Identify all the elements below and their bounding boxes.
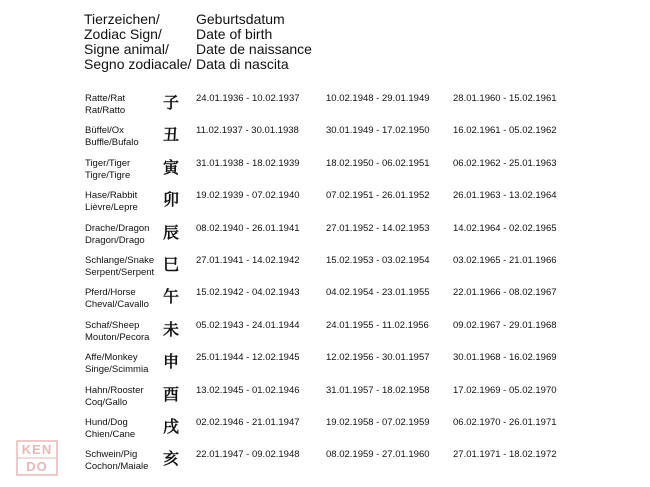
table-row [0, 255, 650, 283]
table-row [0, 125, 650, 153]
sign-name-de-en: Drache/Dragon [85, 222, 150, 234]
header-line: Date de naissance [196, 41, 312, 57]
header-line: Tierzeichen/ [84, 11, 160, 27]
zodiac-glyph: 辰 [162, 222, 179, 242]
sign-name-de-en: Hase/Rabbit [85, 190, 138, 202]
sign-name [85, 93, 125, 117]
date-range-2: 24.01.1955 - 11.02.1956 [326, 319, 429, 331]
date-range-2: 10.02.1948 - 29.01.1949 [326, 93, 430, 104]
sign-name [85, 385, 144, 409]
date-range-2: 30.01.1949 - 17.02.1950 [326, 125, 430, 137]
sign-name [85, 223, 149, 247]
date-range-3: 06.02.1970 - 26.01.1971 [453, 417, 557, 428]
table-row [0, 385, 650, 413]
table-row [0, 190, 650, 218]
table-row [0, 449, 650, 477]
date-range-1: 25.01.1944 - 12.02.1945 [196, 352, 300, 364]
sign-name-fr-it: Chien/Cane [85, 429, 136, 440]
sign-name-fr-it: Lièvre/Lepre [85, 202, 138, 214]
zodiac-glyph: 酉 [162, 384, 179, 404]
sign-name-fr-it: Serpent/Serpent [85, 267, 155, 278]
sign-name-fr-it: Rat/Ratto [85, 105, 126, 116]
date-range-2: 18.02.1950 - 06.02.1951 [326, 157, 430, 169]
table-row [0, 93, 650, 121]
date-range-2: 08.02.1959 - 27.01.1960 [326, 449, 430, 461]
header-line: Segno zodiacale/ [84, 56, 192, 72]
date-range-1: 19.02.1939 - 07.02.1940 [196, 190, 300, 202]
zodiac-glyph: 卯 [162, 190, 179, 210]
header-column-date [196, 12, 312, 72]
sign-name [85, 320, 149, 344]
date-range-2: 04.02.1954 - 23.01.1955 [326, 287, 430, 299]
sign-name [85, 190, 138, 214]
date-range-3: 03.02.1965 - 21.01.1966 [453, 255, 557, 266]
sign-name-de-en: Schlange/Snake [85, 255, 155, 266]
logo-text-top: KEN [21, 442, 53, 457]
sign-name-de-en: Schaf/Sheep [85, 319, 140, 331]
date-range-3: 09.02.1967 - 29.01.1968 [453, 319, 557, 331]
sign-name-de-en: Hahn/Rooster [85, 384, 144, 396]
sign-name [85, 449, 148, 473]
header-line: Zodiac Sign/ [84, 26, 162, 42]
zodiac-glyph: 寅 [162, 157, 179, 177]
sign-name [85, 158, 130, 182]
date-range-1: 05.02.1943 - 24.01.1944 [196, 319, 300, 331]
zodiac-glyph: 申 [162, 352, 179, 372]
sign-name-de-en: Affe/Monkey [85, 352, 138, 364]
header-line: Geburtsdatum [196, 11, 285, 27]
table-row [0, 158, 650, 186]
sign-name-fr-it: Buffle/Bufalo [85, 137, 139, 149]
date-range-3: 26.01.1963 - 13.02.1964 [453, 190, 557, 202]
sign-name-fr-it: Cheval/Cavallo [85, 299, 149, 311]
sign-name-fr-it: Cochon/Maiale [85, 461, 149, 473]
date-range-3: 30.01.1968 - 16.02.1969 [453, 352, 557, 364]
date-range-1: 15.02.1942 - 04.02.1943 [196, 287, 300, 299]
header-line: Date of birth [196, 26, 273, 42]
sign-name-fr-it: Dragon/Drago [85, 234, 145, 246]
sign-name [85, 255, 154, 279]
zodiac-glyph: 子 [162, 93, 179, 112]
table-row [0, 287, 650, 315]
date-range-3: 28.01.1960 - 15.02.1961 [453, 93, 557, 104]
date-range-3: 16.02.1961 - 05.02.1962 [453, 125, 557, 137]
sign-name [85, 125, 139, 149]
header-line: Signe animal/ [84, 41, 169, 57]
table-row [0, 352, 650, 380]
sign-name-de-en: Hund/Dog [85, 417, 128, 428]
sign-name [85, 352, 148, 376]
date-range-2: 07.02.1951 - 26.01.1952 [326, 190, 430, 202]
date-range-1: 24.01.1936 - 10.02.1937 [196, 93, 300, 104]
date-range-1: 02.02.1946 - 21.01.1947 [196, 417, 300, 428]
sign-name-de-en: Pferd/Horse [85, 287, 136, 299]
date-range-1: 27.01.1941 - 14.02.1942 [196, 255, 300, 266]
sign-name-fr-it: Coq/Gallo [85, 396, 128, 408]
sign-name-de-en: Tiger/Tiger [85, 157, 131, 169]
kendo-logo [16, 440, 58, 476]
table-row [0, 320, 650, 348]
table-row [0, 223, 650, 251]
sign-name-fr-it: Tigre/Tigre [85, 169, 131, 181]
date-range-3: 22.01.1966 - 08.02.1967 [453, 287, 557, 299]
sign-name-fr-it: Singe/Scimmia [85, 364, 149, 376]
date-range-1: 13.02.1945 - 01.02.1946 [196, 384, 300, 396]
logo-text-bottom: DO [26, 459, 48, 474]
sign-name-de-en: Büffel/Ox [85, 125, 124, 137]
date-range-2: 15.02.1953 - 03.02.1954 [326, 255, 430, 266]
sign-name-de-en: Ratte/Rat [85, 93, 126, 104]
zodiac-glyph: 戌 [162, 417, 179, 436]
sign-name-de-en: Schwein/Pig [85, 449, 138, 461]
sign-name [85, 287, 149, 311]
zodiac-glyph: 未 [162, 319, 179, 339]
date-range-3: 27.01.1971 - 18.02.1972 [453, 449, 557, 461]
date-range-1: 31.01.1938 - 18.02.1939 [196, 157, 300, 169]
date-range-2: 31.01.1957 - 18.02.1958 [326, 384, 430, 396]
date-range-1: 08.02.1940 - 26.01.1941 [196, 222, 300, 234]
sign-name-fr-it: Mouton/Pecora [85, 331, 150, 343]
sign-name [85, 417, 135, 441]
date-range-2: 19.02.1958 - 07.02.1959 [326, 417, 430, 428]
date-range-2: 12.02.1956 - 30.01.1957 [326, 352, 430, 364]
date-range-1: 22.01.1947 - 09.02.1948 [196, 449, 300, 461]
table-row [0, 417, 650, 445]
date-range-3: 06.02.1962 - 25.01.1963 [453, 157, 557, 169]
date-range-3: 17.02.1969 - 05.02.1970 [453, 384, 557, 396]
zodiac-glyph: 丑 [162, 125, 179, 145]
date-range-1: 11.02.1937 - 30.01.1938 [196, 125, 299, 137]
header-line: Data di nascita [196, 56, 289, 72]
zodiac-glyph: 巳 [162, 255, 179, 274]
header-column-sign [84, 12, 191, 72]
date-range-2: 27.01.1952 - 14.02.1953 [326, 222, 430, 234]
date-range-3: 14.02.1964 - 02.02.1965 [453, 222, 557, 234]
zodiac-glyph: 亥 [162, 449, 179, 469]
zodiac-glyph: 午 [162, 287, 179, 307]
